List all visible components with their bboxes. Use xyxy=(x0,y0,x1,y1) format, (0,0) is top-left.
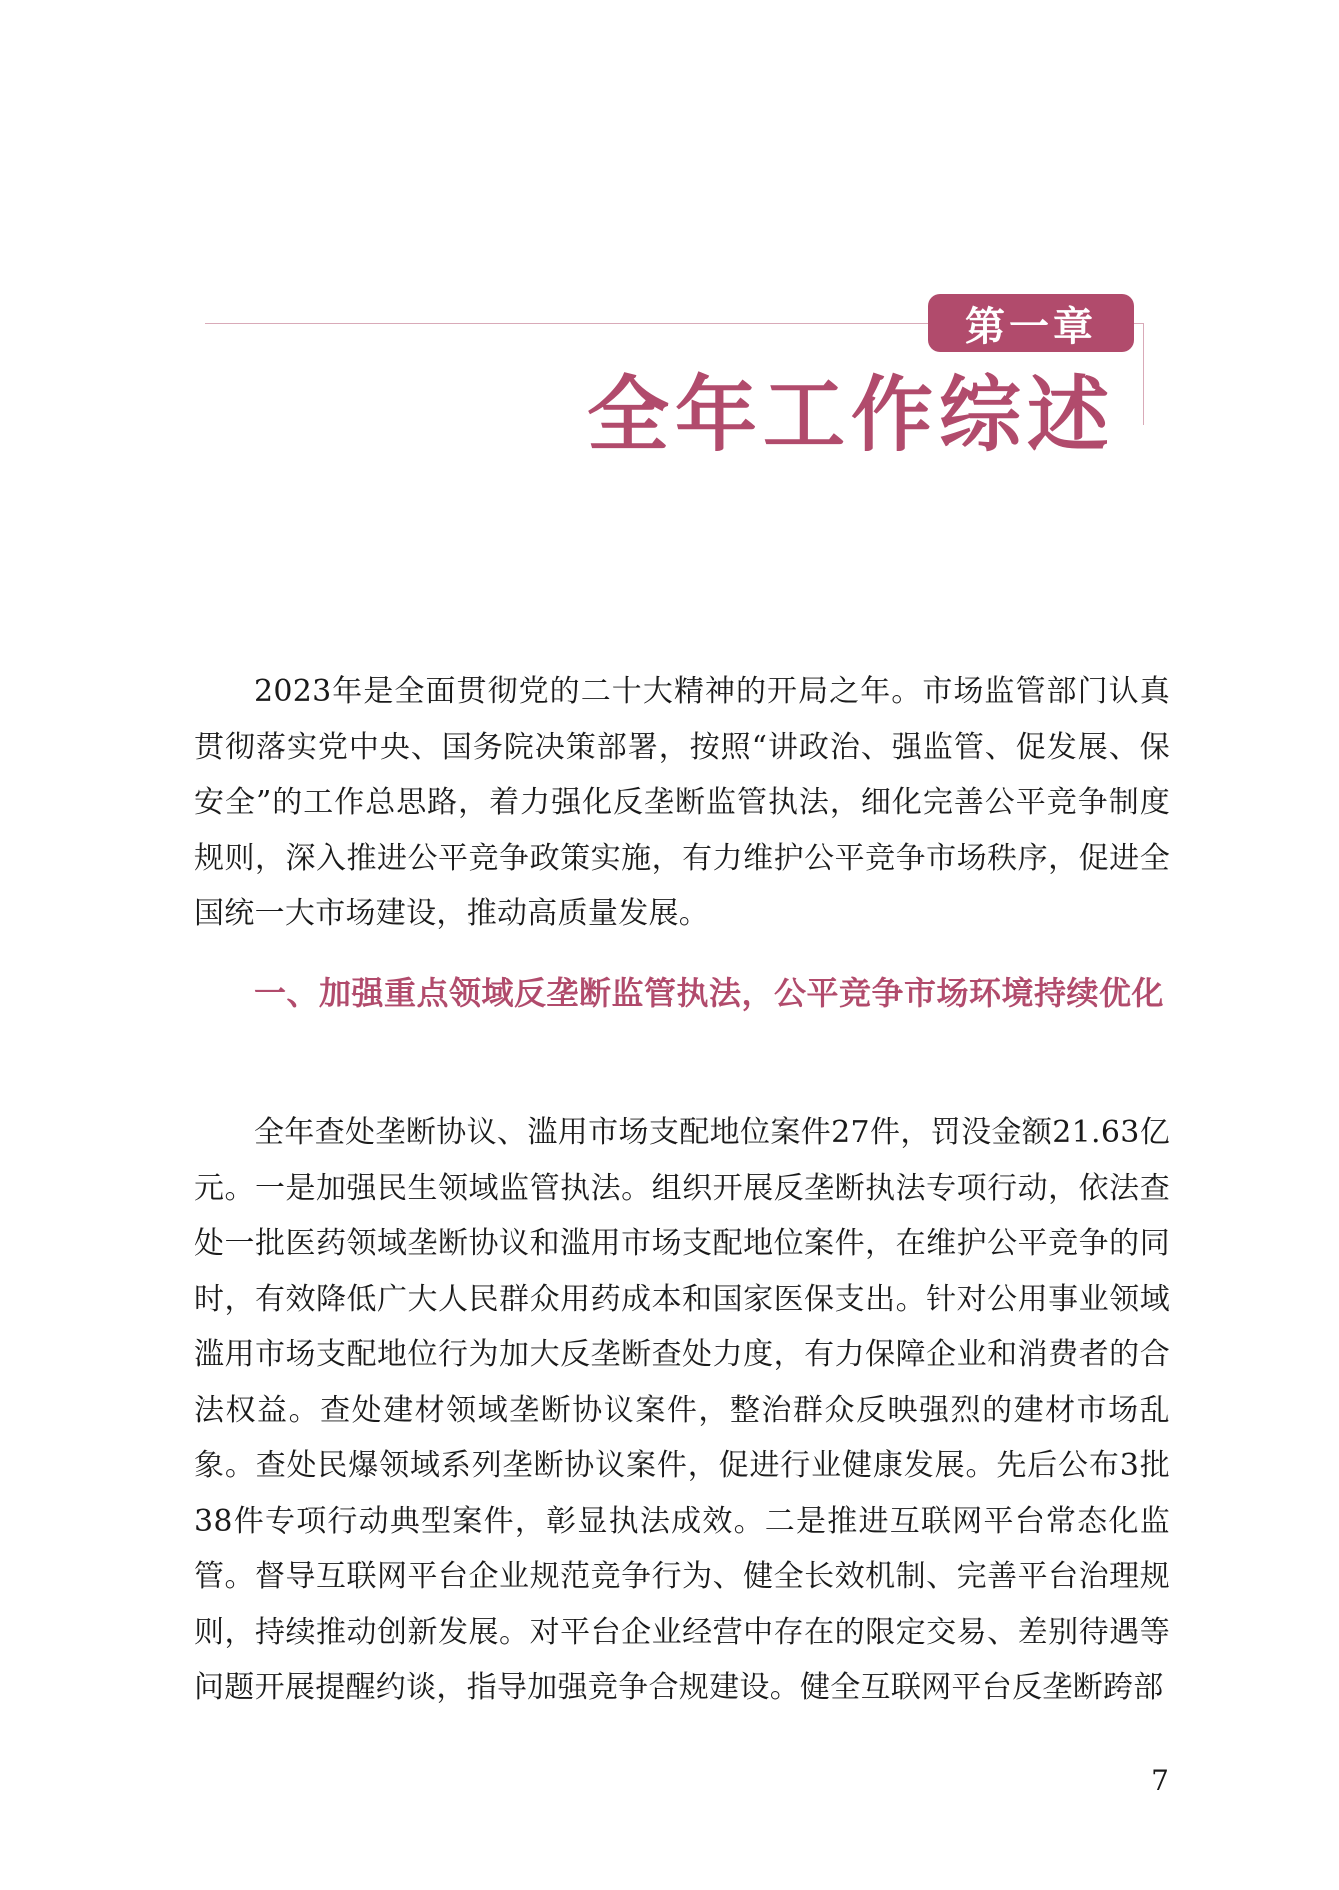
intro-paragraph: 2023年是全面贯彻党的二十大精神的开局之年。市场监管部门认真贯彻落实党中央、国务院决策部署，按照“讲政治、强监管、促发展、保安全”的工作总思路，着力强化反垄断监管执法，细化完善公平竞争制度规则，深入推进公平竞争政策实施，有力维护公平竞争市场秩序，促进全国统一大市场建设，推动高质量发展。 xyxy=(194,674,1170,931)
chapter-label-badge xyxy=(928,294,1134,352)
section-heading: 一、加强重点领域反垄断监管执法，公平竞争市场环境持续优化 xyxy=(254,974,1165,1012)
chapter-rule-vertical xyxy=(1143,323,1144,425)
body-paragraph: 全年查处垄断协议、滥用市场支配地位案件27件，罚没金额21.63亿元。一是加强民生领域监管执法。组织开展反垄断执法专项行动，依法查处一批医药领域垄断协议和滥用市场支配地位案件，在维护公平竞争的同时，有效降低广大人民群众用药成本和国家医保支出。针对公用事业领域滥用市场支配地位行为加大反垄断查处力度，有力保障企业和消费者的合法权益。查处建材领域垄断协议案件，整治群众反映强烈的建材市场乱象。查处民爆领域系列垄断协议案件，促进行业健康发展。先后公布3批38件专项行动典型案件，彰显执法成效。二是推进互联网平台常态化监管。督导互联网平台企业规范竞争行为、健全长效机制、完善平台治理规则，持续推动创新发展。对平台企业经营中存在的限定交易、差别待遇等问题开展提醒约谈，指导加强竞争合规建设。健全互联网平台反垄断跨部 xyxy=(194,1115,1170,1705)
chapter-label: 第一章 xyxy=(965,303,1097,350)
page-number: 7 xyxy=(1151,1764,1169,1797)
chapter-title: 全年工作综述 xyxy=(586,368,1115,463)
